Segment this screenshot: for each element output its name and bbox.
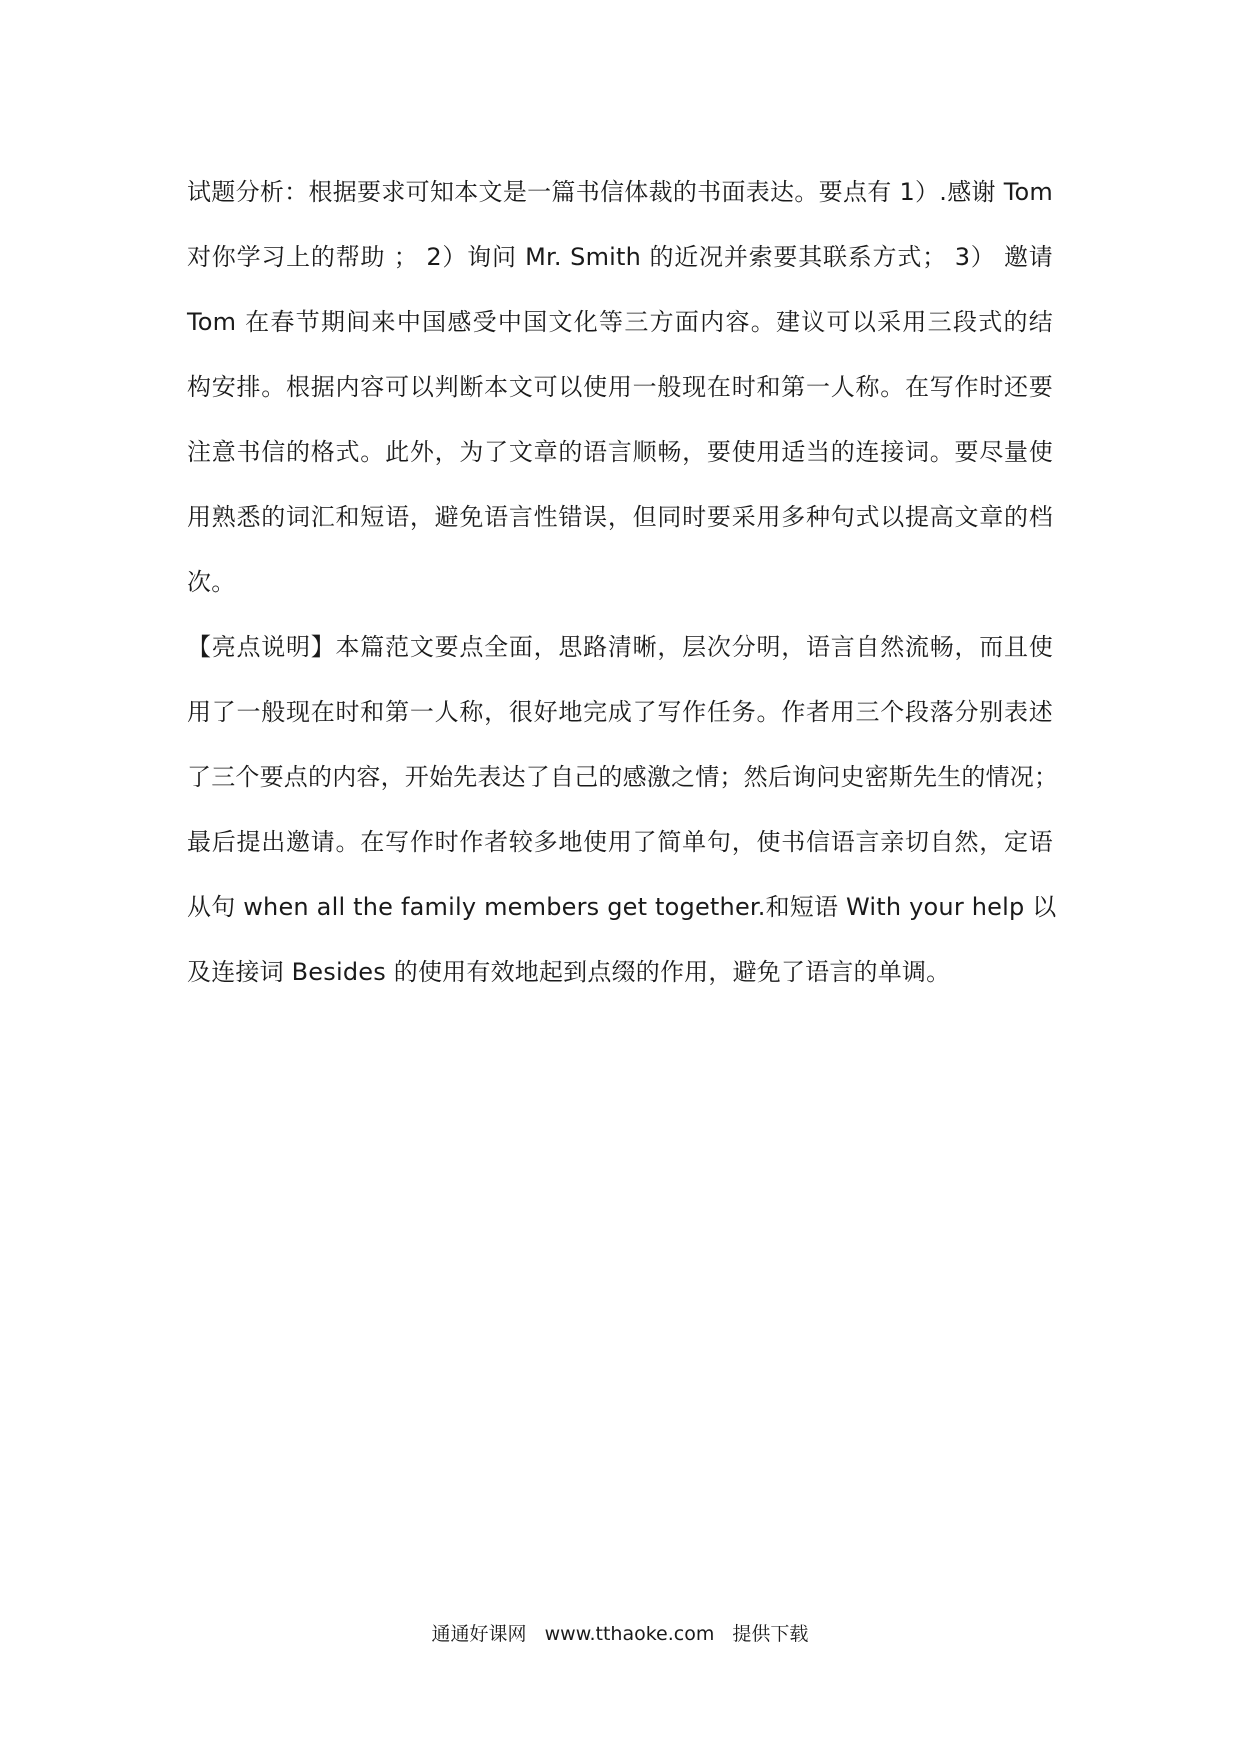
highlights-line: 从句 when all the family members get together.和短语 With your help 以: [187, 893, 1057, 921]
highlights-paragraph: [187, 615, 1059, 1005]
analysis-paragraph: [187, 160, 1053, 615]
highlights-line: 了三个要点的内容，开始先表达了自己的感激之情；然后询问史密斯先生的情况；: [187, 763, 1059, 791]
analysis-line: 次。: [187, 568, 236, 596]
analysis-line: Tom 在春节期间来中国感受中国文化等三方面内容。建议可以采用三段式的结: [187, 308, 1053, 336]
highlights-line: 【亮点说明】本篇范文要点全面，思路清晰，层次分明，语言自然流畅，而且使: [187, 633, 1053, 661]
document-body: [187, 160, 1059, 1005]
highlights-line: 最后提出邀请。在写作时作者较多地使用了简单句，使书信语言亲切自然，定语: [187, 828, 1053, 856]
analysis-line: 构安排。根据内容可以判断本文可以使用一般现在时和第一人称。在写作时还要: [187, 373, 1053, 401]
footer-site-name: 通通好课网: [431, 1623, 527, 1645]
footer-url: www.tthaoke.com: [544, 1623, 715, 1645]
footer-note: 提供下载: [732, 1623, 809, 1645]
analysis-line: 用熟悉的词汇和短语，避免语言性错误，但同时要采用多种句式以提高文章的档: [187, 503, 1053, 531]
analysis-line: 注意书信的格式。此外，为了文章的语言顺畅，要使用适当的连接词。要尽量使: [187, 438, 1053, 466]
page-footer: [0, 1620, 1240, 1648]
highlights-line: 用了一般现在时和第一人称，很好地完成了写作任务。作者用三个段落分别表述: [187, 698, 1053, 726]
analysis-line: 对你学习上的帮助 ； 2）询问 Mr. Smith 的近况并索要其联系方式； 3） 邀请: [187, 243, 1053, 271]
analysis-line: 试题分析：根据要求可知本文是一篇书信体裁的书面表达。要点有 1）.感谢 Tom: [187, 178, 1053, 206]
highlights-line: 及连接词 Besides 的使用有效地起到点缀的作用，避免了语言的单调。: [187, 958, 951, 986]
